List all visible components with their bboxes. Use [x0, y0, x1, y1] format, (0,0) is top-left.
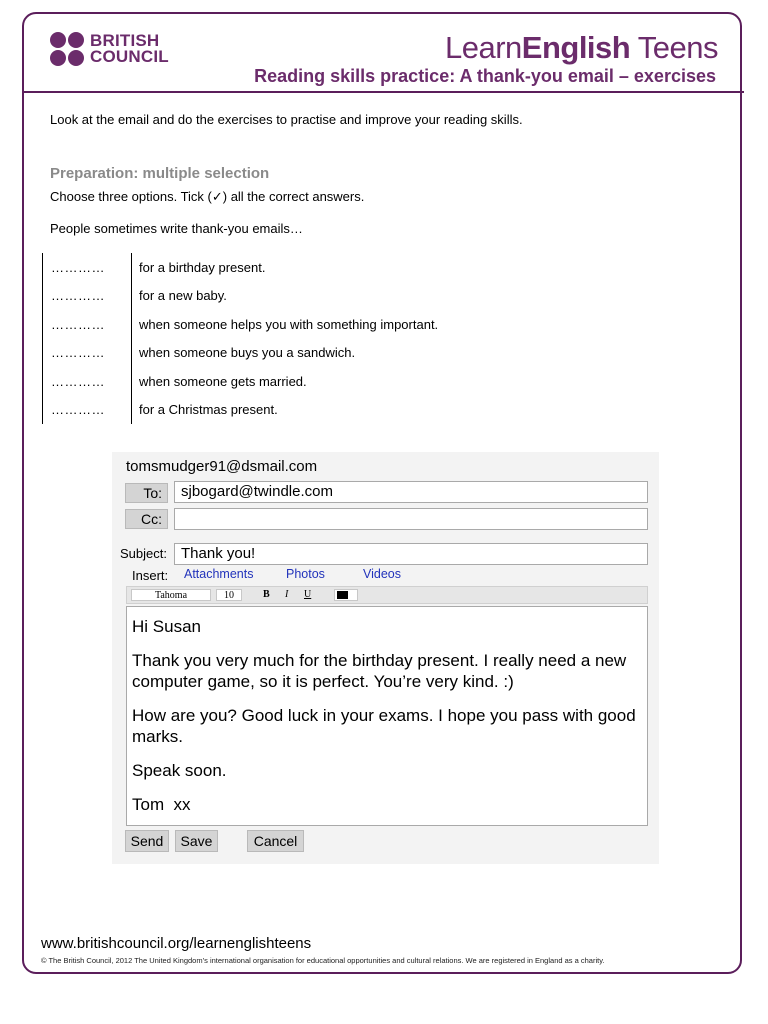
photos-link[interactable]: Photos — [286, 567, 325, 581]
header-divider — [22, 91, 744, 93]
instruction-text: Choose three options. Tick (✓) all the correct answers. — [50, 189, 365, 204]
message-body[interactable] — [126, 606, 648, 826]
answer-blank[interactable]: ………… — [43, 253, 132, 282]
brand-learn: Learn — [444, 30, 522, 65]
option-row — [43, 367, 438, 396]
to-field[interactable]: sjbogard@twindle.com — [174, 481, 648, 503]
logo-line-2: COUNCIL — [90, 47, 169, 66]
option-text: for a birthday present. — [139, 259, 266, 275]
subject-label: Subject: — [120, 546, 167, 561]
font-select[interactable]: Tahoma — [131, 589, 211, 601]
brand-english: English — [521, 30, 631, 65]
color-swatch-icon — [337, 591, 348, 599]
insert-label: Insert: — [132, 568, 169, 583]
send-button[interactable]: Send — [125, 830, 169, 852]
answer-blank[interactable]: ………… — [43, 396, 132, 425]
body-paragraph: Speak soon. — [132, 761, 227, 780]
to-button[interactable]: To: — [125, 483, 168, 503]
save-button[interactable]: Save — [175, 830, 218, 852]
body-paragraph: Thank you very much for the birthday present. I really need a new computer game, so it is perfect. You’re very kind. :) — [132, 651, 627, 691]
option-text: for a Christmas present. — [139, 402, 278, 418]
italic-button[interactable]: I — [285, 589, 289, 600]
cancel-button[interactable]: Cancel — [247, 830, 304, 852]
footer-url[interactable]: www.britishcouncil.org/learnenglishteens — [41, 935, 312, 952]
body-paragraph: Hi Susan — [132, 617, 201, 636]
logo-line-1: BRITISH — [90, 31, 160, 50]
logo-dots-icon — [50, 32, 84, 66]
lead-text: People sometimes write thank-you emails… — [50, 221, 303, 236]
answer-blank[interactable]: ………… — [43, 310, 132, 339]
options-table — [42, 253, 438, 424]
text-color-button[interactable] — [334, 589, 358, 601]
section-heading: Preparation: multiple selection — [50, 165, 270, 182]
learnenglish-teens-brand — [445, 30, 718, 66]
attachments-link[interactable]: Attachments — [184, 567, 254, 581]
font-size-select[interactable]: 10 — [216, 589, 242, 601]
option-row — [43, 310, 438, 339]
intro-text: Look at the email and do the exercises to practise and improve your reading skills. — [50, 112, 523, 127]
logo-text — [90, 33, 169, 65]
page-title: Reading skills practice: A thank-you email – exercises — [254, 66, 716, 86]
answer-blank[interactable]: ………… — [43, 282, 132, 311]
videos-link[interactable]: Videos — [363, 567, 401, 581]
option-text: when someone buys you a sandwich. — [139, 345, 356, 361]
brand-teens: Teens — [630, 30, 718, 65]
option-row — [43, 253, 438, 282]
subject-field[interactable]: Thank you! — [174, 543, 648, 565]
british-council-logo — [50, 32, 169, 66]
option-text: when someone gets married. — [139, 373, 307, 389]
body-paragraph: Tom xx — [132, 795, 191, 814]
body-paragraph: How are you? Good luck in your exams. I hope you pass with good marks. — [132, 706, 636, 746]
option-row — [43, 396, 438, 425]
footer-copyright: © The British Council, 2012 The United Kingdom’s international organisation for educational opportunities and cultural relations. We are registered in England as a charity. — [41, 956, 605, 965]
format-toolbar — [126, 586, 648, 604]
underline-button[interactable]: U — [304, 589, 312, 600]
bold-button[interactable]: B — [263, 589, 270, 600]
option-row — [43, 339, 438, 368]
cc-button[interactable]: Cc: — [125, 509, 168, 529]
cc-field[interactable] — [174, 508, 648, 530]
email-composer — [112, 452, 659, 864]
from-address: tomsmudger91@dsmail.com — [126, 458, 318, 475]
option-text: when someone helps you with something important. — [139, 316, 439, 332]
option-row — [43, 282, 438, 311]
answer-blank[interactable]: ………… — [43, 367, 132, 396]
answer-blank[interactable]: ………… — [43, 339, 132, 368]
option-text: for a new baby. — [139, 288, 227, 304]
